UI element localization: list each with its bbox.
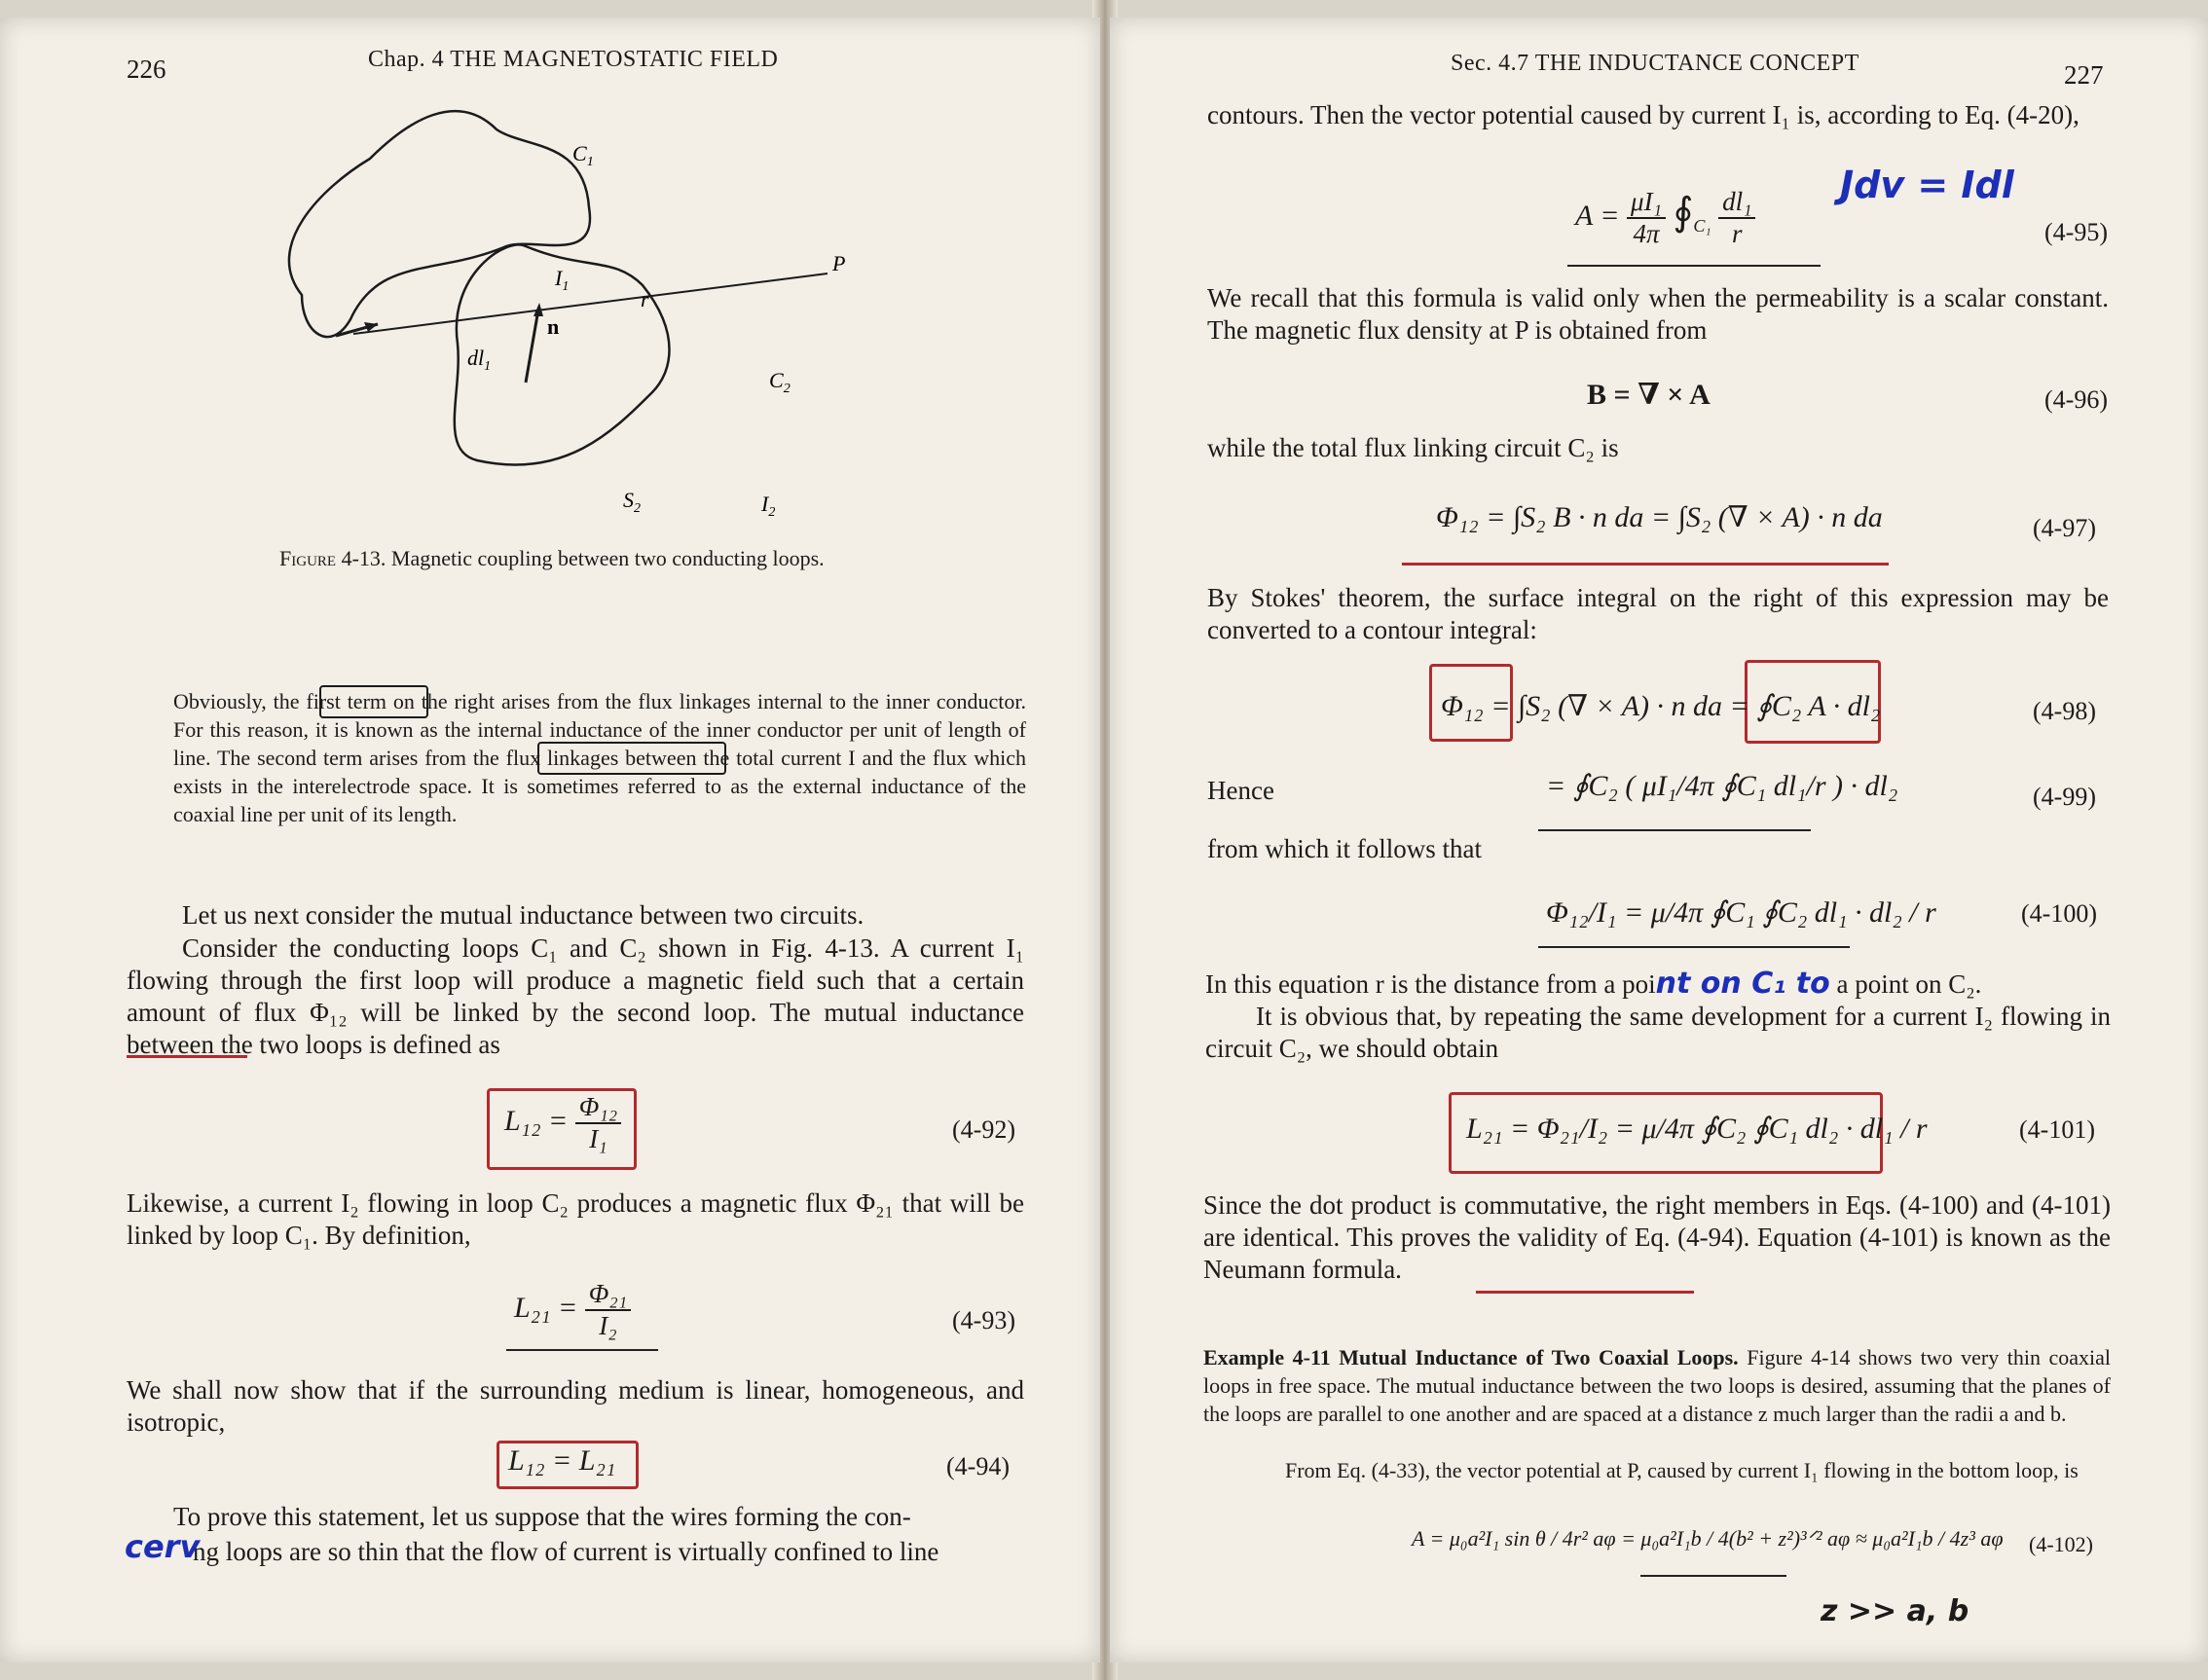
equation-number-4-94: (4-94) [946,1452,1010,1480]
figure-4-13 [263,100,866,519]
eq-4-93-denominator: I₂ [599,1311,617,1340]
equation-number-4-93: (4-93) [952,1306,1015,1334]
example-title: Example 4-11 Mutual Inductance of Two Coaxial Loops. [1203,1345,1739,1370]
equation-number-4-92: (4-92) [952,1115,1015,1144]
handwritten-cerv: cerv [125,1528,201,1565]
eq-4-95-subscript: C₁ [1693,215,1711,236]
paragraph-proof-line2: ng loops are so thin that the flow of current is virtually confined to line [193,1537,939,1566]
label-i1: $I_1$ [555,266,570,294]
loop-c1 [289,111,590,337]
annotation-underline-neumann-formula [1476,1291,1694,1294]
caption-text: Magnetic coupling between two conducting loops. [390,546,825,570]
label-n: n [547,314,560,339]
example-text-continued: From Eq. (4-33), the vector potential at P, caused by current I₁ flowing in the bottom loop, is [1285,1458,2079,1482]
handwritten-on-c1-to: nt on C₁ to [1655,967,1830,1001]
eq-4-95-num2: dl₁ [1718,187,1755,219]
equation-4-94: L₁₂ = L₂₁ [508,1444,616,1477]
eq-4-95-lhs: A = [1575,199,1620,232]
page-number: 227 [2064,60,2104,90]
hence-label: Hence [1207,776,1274,805]
annotation-underline-mutual-inductance [127,1055,247,1058]
equation-number-4-102: (4-102) [2029,1532,2093,1556]
annotation-underline-eq-4-102 [1640,1575,1786,1577]
paragraph-by-repeating: It is obvious that, by repeating the same development for a current I₂ flowing in circuit C₂, we should obtain [1205,1002,2111,1063]
equation-4-95 [1575,187,1755,249]
equation-4-92 [504,1092,621,1154]
label-dl1: $dl_1$ [467,346,492,374]
eq-4-92-numerator: Φ₁₂ [575,1092,621,1124]
vector-r-line [353,274,828,334]
right-page [1110,18,2208,1662]
paragraph-total-flux: while the total flux linking circuit C₂ is [1207,433,1619,462]
paragraph-likewise: Likewise, a current I₂ flowing in loop C₂ produces a magnetic flux Φ₂₁ that will be linked by loop C₁. By definition, [127,1188,1024,1250]
eq-4-95-num: μI₁ [1627,187,1666,219]
label-p: P [832,251,846,275]
annotation-underline-eq-4-95 [1567,265,1821,267]
equation-number-4-100: (4-100) [2021,899,2097,928]
running-head: Chap. 4 THE MAGNETOSTATIC FIELD [368,47,779,72]
eq-4-95-fraction-2 [1718,187,1755,249]
equation-number-4-97: (4-97) [2033,514,2096,542]
equation-number-4-96: (4-96) [2044,385,2108,414]
page-number: 226 [127,55,166,84]
eq-4-95-fraction-1 [1627,187,1666,249]
eq-4-93-fraction [585,1279,631,1341]
annotation-underline-eq-4-93 [506,1349,658,1351]
label-r: r [641,287,649,311]
caption-label: Figure 4-13. [279,546,386,570]
figure-caption [279,545,883,571]
eq-4-95-den2: r [1732,219,1743,248]
equation-number-4-99: (4-99) [2033,783,2096,811]
paragraph-it-follows: from which it follows that [1207,834,1482,863]
label-c2: $C_2$ [769,368,791,396]
annotation-box-second-term [537,742,726,775]
paragraph-permeability: We recall that this formula is valid only when the permeability is a scalar constant. The magnetic flux density at P is obtained from [1207,283,2109,345]
paragraph-distance-definition [1205,968,2111,1001]
equation-4-93 [514,1279,631,1341]
eq-4-92-fraction [575,1092,621,1154]
equation-4-97: Φ₁₂ = ∫S₂ B · n da = ∫S₂ (∇ × A) · n da [1436,501,1883,533]
eq-4-95-den: 4π [1633,219,1660,248]
paragraph-stokes: By Stokes' theorem, the surface integral on the right of this expression may be converted to a contour integral: [1207,583,2109,644]
eq-4-93-lhs: L₂₁ = [514,1291,578,1324]
label-i2: $I_2$ [761,492,776,519]
equation-4-101: L₂₁ = Φ₂₁/I₂ = μ/4π ∮C₂ ∮C₁ dl₂ · dl₁ / r [1466,1113,1928,1145]
annotation-underline-eq-4-97 [1402,563,1889,566]
paragraph-proof-start: To prove this statement, let us suppose that the wires forming the con- [173,1502,911,1531]
annotation-box-first-term [319,685,428,718]
paragraph-neumann: Since the dot product is commutative, the right members in Eqs. (4-100) and (4-101) are identical. This proves the validity of Eq. (4-94). Equation (4-101) is known as the Neumann formula. [1203,1190,2111,1284]
equation-4-98: Φ₁₂ = ∫S₂ (∇ × A) · n da = ∮C₂ A · dl₂ [1441,690,1881,722]
eq-4-93-numerator: Φ₂₁ [585,1279,631,1311]
eq-4-92-lhs: L₁₂ = [504,1104,569,1137]
distance-text-end: a point on C₂. [1829,969,1982,999]
label-c1: $C_1$ [572,141,594,169]
eq-4-92-denominator: I₁ [589,1124,607,1153]
paragraph-mutual-intro: Let us next consider the mutual inductance between two circuits. [182,900,865,930]
example-text: Figure 4-14 shows two very thin coaxial loops in free space. The mutual inductance between the two loops is desired, assuming that the planes of the loops are parallel to one another and are spaced at a distance z much larger than the radii a and b. [1203,1345,2112,1426]
running-head: Sec. 4.7 THE INDUCTANCE CONCEPT [1451,51,1859,76]
equation-4-100: Φ₁₂/I₁ = μ/4π ∮C₁ ∮C₂ dl₁ · dl₂ / r [1546,896,1936,929]
handwritten-z-much-greater: z >> a, b [1821,1594,1969,1628]
normal-vector-n [526,310,538,383]
paragraph-contours: contours. Then the vector potential caused by current I₁ is, according to Eq. (4-20), [1207,100,2079,129]
example-4-11 [1203,1343,2111,1428]
annotation-underline-eq-4-99 [1538,829,1811,831]
paragraph-coaxial-inductance: Obviously, the first term on the right arises from the flux linkages internal to the inner conductor. For this reason, it is known as the internal inductance of the inner conductor per unit of length of line. The second term arises from the flux linkages between the total current I and the flux which exists in the interelectrode space. It is sometimes referred to as the external inductance of the coaxial line per unit of its length. [173,689,1026,826]
label-s2: $S_2$ [623,488,641,516]
equation-number-4-101: (4-101) [2019,1115,2095,1144]
equation-4-96: B = ∇ × A [1587,379,1711,411]
equation-number-4-98: (4-98) [2033,697,2096,725]
equation-4-102: A = μ₀a²I₁ sin θ / 4r² aφ = μ₀a²I₁b / 4(b² + z²)³ᐟ² aφ ≈ μ₀a²I₁b / 4z³ aφ [1412,1526,2004,1551]
paragraph-mutual-definition: Consider the conducting loops C₁ and C₂ shown in Fig. 4-13. A current I₁ flowing through the first loop will produce a magnetic field such that a certain amount of flux Φ₁₂ will be linked by the second loop. The mutual inductance between the two loops is defined as [127,933,1024,1059]
left-page [0,18,1100,1662]
distance-text-start: In this equation r is the distance from a poi [1205,969,1656,999]
equation-4-99: = ∮C₂ ( μI₁/4π ∮C₁ dl₁/r ) · dl₂ [1546,770,1898,802]
annotation-underline-eq-4-100 [1538,946,1850,948]
eq-4-95-contour-integral: ∮ [1673,189,1694,234]
paragraph-linear-medium: We shall now show that if the surrounding medium is linear, homogeneous, and isotropic, [127,1375,1024,1437]
handwritten-jdv-idl: Jdv = Idl [1840,164,2014,206]
equation-number-4-95: (4-95) [2044,218,2108,246]
